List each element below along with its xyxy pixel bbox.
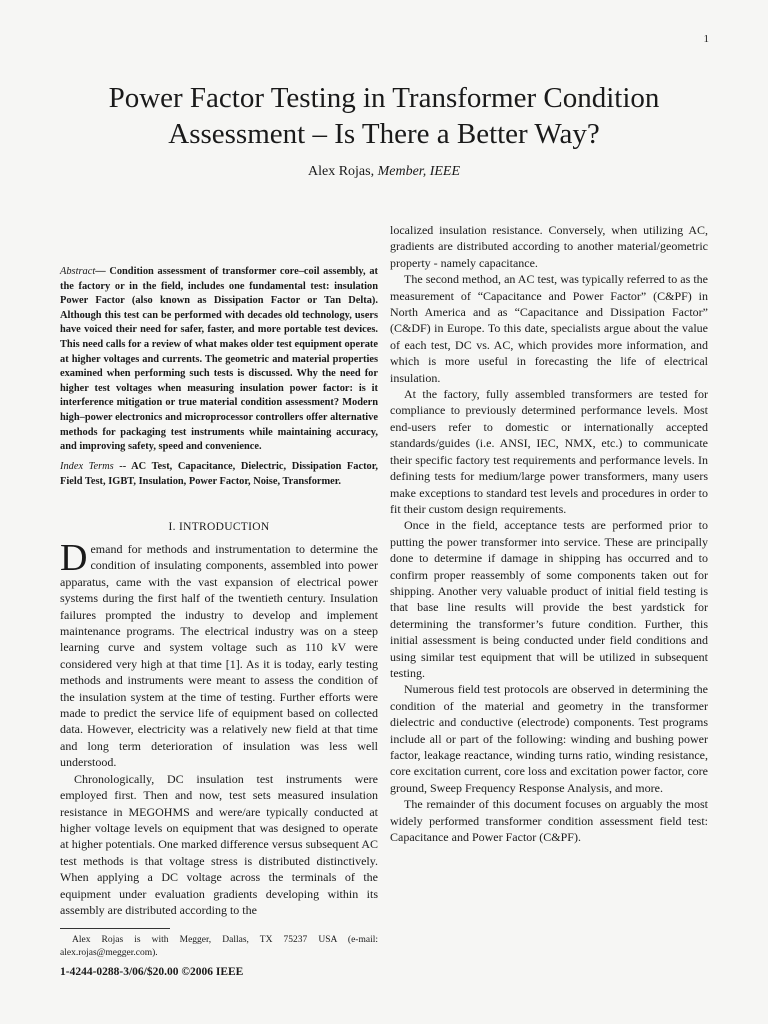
abstract (60, 265, 378, 455)
author-name: Alex Rojas, (307, 164, 378, 179)
author-footnote: Alex Rojas is with Megger, Dallas, TX 75237 USA (e-mail: alex.rojas@megger.com). (60, 935, 378, 958)
intro-column (60, 537, 378, 918)
author-line (60, 164, 708, 180)
index-terms-text: -- AC Test, Capacitance, Dielectric, Dissipation Factor, Field Test, IGBT, Insulation, Power Factor, Noise, Transformer. (60, 461, 378, 487)
author-affiliation: Member, IEEE (377, 164, 461, 179)
footnote-divider (60, 928, 170, 929)
index-terms-label: Index Terms (60, 461, 114, 472)
intro-paragraph-1-text: emand for methods and instrumentation to determine the condition of insulating components, assembled into power apparatus, came with the vast expansion of electrical power systems during the first half of the twentieth century. Insulation failures prompted the industry to develop and implement maintenance programs. The electrical industry was on a steep learning curve and system voltage such as 110 kV were considered very high at that time [1]. As it is today, early testing methods and instruments were meant to assess the condition of the insulation system at the time of testing. Further efforts were made to predict the service life of equipment based on collected data. However, electricity was a relatively new field at that time and long term deterioration of insulation was less well understood. (60, 542, 378, 770)
page-number: 1 (703, 33, 709, 45)
paper-title (60, 80, 708, 152)
abstract-label: Abstract (60, 266, 96, 277)
title-line-1: Power Factor Testing in Transformer Condition (108, 82, 660, 114)
right-paragraph-2: The second method, an AC test, was typically referred to as the measurement of “Capacitance and Power Factor” (C&PF) in North America and as “Capacitance and Dissipation Factor” (C&DF) in Europe. To this date, specialists argue about the value of each test, DC vs. AC, which provides more information, and which is more useful in forecasting the life of electrical insulation. (390, 272, 708, 385)
section-heading: I. INTRODUCTION (168, 521, 270, 533)
right-paragraph-1: localized insulation resistance. Conversely, when utilizing AC, gradients are distributed according to another material/geometric property - namely capacitance. (390, 223, 708, 270)
abstract-text: — Condition assessment of transformer core–coil assembly, at the factory or in the field, includes one fundamental test: insulation Power Factor (also known as Dissipation Factor or Tan Delta). Although this test can be performed with decades old technology, users have voiced their need for safer, faster, and more portable test devices. This need calls for a review of what makes older test equipment operate at higher voltages and currents. The geometric and material properties examined when performing such tests is discussed. Why the need for higher test voltages when measuring insulation power factor: is it interference mitigation or true material condition assessment? Modern high–power electronics and microprocessor controllers offer alternative methods for packaging test instruments while maintaining accuracy, and improving safety, speed and convenience. (60, 266, 378, 453)
intro-paragraph-1 (60, 537, 378, 771)
right-column (390, 222, 708, 845)
index-terms (60, 460, 378, 489)
right-paragraph-3: At the factory, fully assembled transformers are tested for compliance to previously determined performance levels. Most end-users refer to domestic or internationally accepted standards/guides (i.e. ANSI, IEC, NMX, etc.) to communicate their specific factory test requirements and performance levels. In defining tests for medium/large power transformers, many users make exceptions to standard test levels and procedures in order to fit their custom design requirements. (390, 387, 708, 516)
right-paragraph-4: Once in the field, acceptance tests are performed prior to putting the power transformer into service. These are principally done to determine if damage in shipping has occurred and to confirm proper reassembly of some components taken out for shipping. Another very valuable product of initial field testing is that base line results will provide the best yardstick for determining the transformer’s future condition. Further, this initial assessment is being conducted under field conditions and using similar test equipment that will be utilized in subsequent testing. (390, 518, 708, 680)
intro-paragraph-2: Chronologically, DC insulation test instruments were employed first. Then and now, test sets measured insulation resistance in MEGOHMS and were/are typically conducted at higher voltage levels on equipment that was designed to operate at higher potentials. One marked difference versus subsequent AC test methods is that voltage stress is distributed distinctively. When applying a DC voltage across the terminals of the equipment under evaluation gradients developing within its assembly are distributed according to the (60, 771, 378, 917)
copyright-line: 1-4244-0288-3/06/$20.00 ©2006 IEEE (60, 966, 244, 978)
right-paragraph-6: The remainder of this document focuses on arguably the most widely performed transformer condition assessment field test: Capacitance and Power Factor (C&PF). (390, 797, 708, 845)
drop-cap: D (60, 537, 88, 579)
right-paragraph-5: Numerous field test protocols are observed in determining the condition of the material and geometry in the transformer dielectric and conductive (electrode) components. Test programs include all or part of the following: winding and bushing power factor, leakage reactance, winding turns ratio, winding resistance, core excitation current, core loss and excitation power factor, core ground, Sweep Frequency Response Analysis, and more. (390, 682, 708, 795)
title-line-2: Assessment – Is There a Better Way? (168, 118, 600, 150)
